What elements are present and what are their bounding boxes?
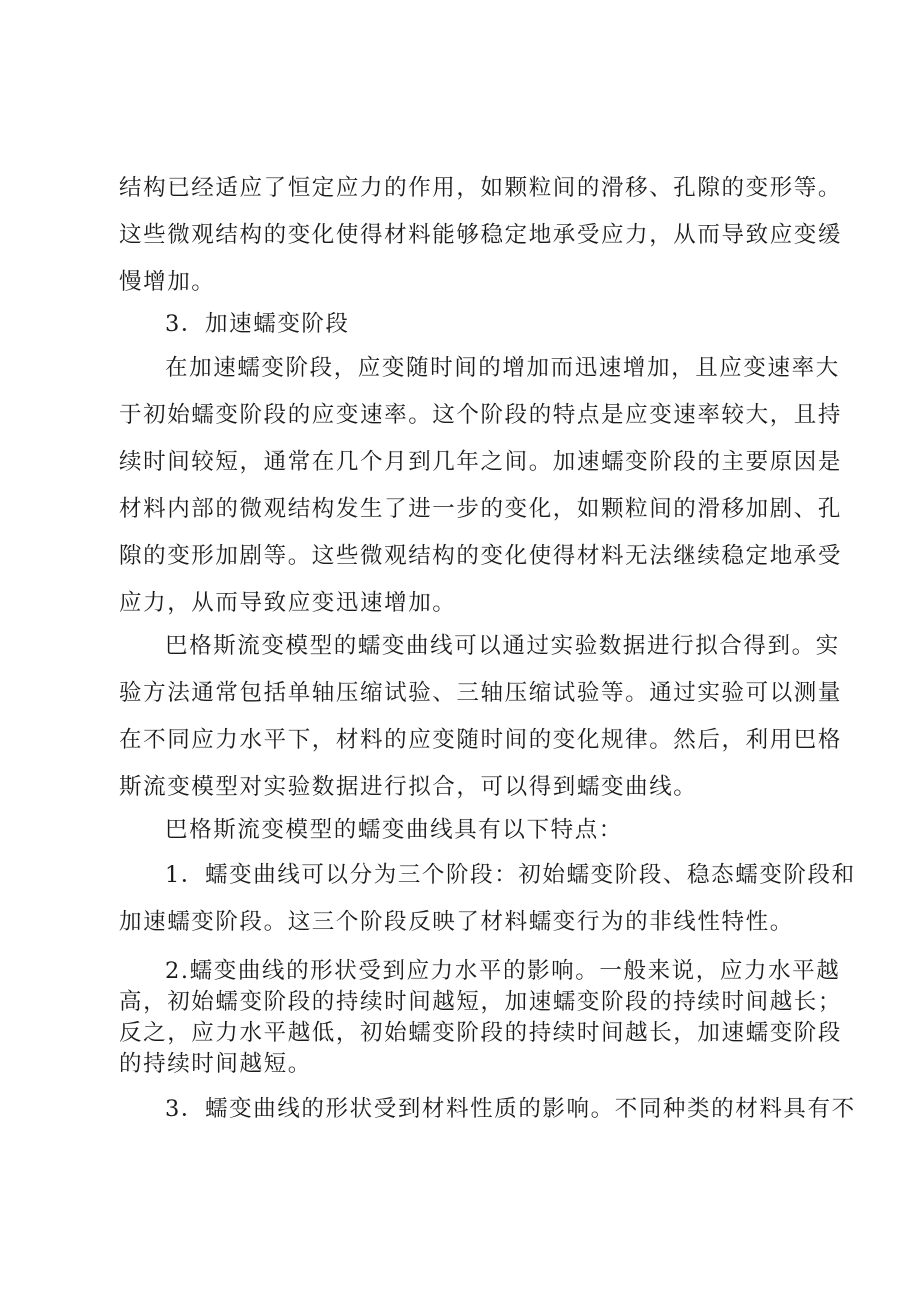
text-line: 高，初始蠕变阶段的持续时间越短，加速蠕变阶段的持续时间越长； — [119, 989, 843, 1015]
text-line: 这些微观结构的变化使得材料能够稳定地承受应力，从而导致应变缓 — [119, 222, 843, 248]
text-line: 于初始蠕变阶段的应变速率。这个阶段的特点是应变速率较大，且持 — [119, 402, 843, 428]
text-line: 反之，应力水平越低，初始蠕变阶段的持续时间越长，加速蠕变阶段 — [119, 1020, 843, 1046]
text-line: 在不同应力水平下，材料的应变随时间的变化规律。然后，利用巴格 — [119, 727, 843, 753]
heading-text: 3．加速蠕变阶段 — [165, 311, 350, 337]
text-line: 应力，从而导致应变迅速增加。 — [119, 590, 457, 616]
paragraph-accelerated-creep — [119, 345, 843, 627]
text-line: 隙的变形加剧等。这些微观结构的变化使得材料无法继续稳定地承受 — [119, 543, 843, 569]
text-line: 斯流变模型对实验数据进行拟合，可以得到蠕变曲线。 — [119, 774, 698, 800]
paragraph-features-intro — [119, 807, 823, 854]
text-line: 在加速蠕变阶段，应变随时间的增加而迅速增加，且应变速率大 — [165, 355, 840, 381]
text-line: 结构已经适应了恒定应力的作用，如颗粒间的滑移、孔隙的变形等。 — [119, 175, 843, 201]
text-line: 3．蠕变曲线的形状受到材料性质的影响。不同种类的材料具有不 — [165, 1096, 856, 1122]
text-line: 材料内部的微观结构发生了进一步的变化，如颗粒间的滑移加剧、孔 — [119, 496, 843, 522]
list-item-3 — [119, 1086, 856, 1133]
text-line: 1．蠕变曲线可以分为三个阶段：初始蠕变阶段、稳态蠕变阶段和 — [165, 862, 856, 888]
text-line: 验方法通常包括单轴压缩试验、三轴压缩试验等。通过实验可以测量 — [119, 680, 843, 706]
text-line: 巴格斯流变模型的蠕变曲线具有以下特点： — [165, 817, 623, 843]
list-item-1 — [119, 852, 856, 946]
text-line: 2.蠕变曲线的形状受到应力水平的影响。一般来说，应力水平越 — [165, 958, 841, 984]
text-line: 加速蠕变阶段。这三个阶段反映了材料蠕变行为的非线性特性。 — [119, 909, 794, 935]
text-line: 巴格斯流变模型的蠕变曲线可以通过实验数据进行拟合得到。实 — [165, 633, 840, 659]
text-line: 慢增加。 — [119, 269, 216, 295]
text-line: 的持续时间越短。 — [119, 1051, 312, 1077]
paragraph-curve-fitting — [119, 623, 843, 811]
list-item-2 — [119, 956, 843, 1080]
section-heading — [119, 301, 823, 348]
text-line: 续时间较短，通常在几个月到几年之间。加速蠕变阶段的主要原因是 — [119, 449, 843, 475]
paragraph-continuation — [119, 165, 843, 306]
